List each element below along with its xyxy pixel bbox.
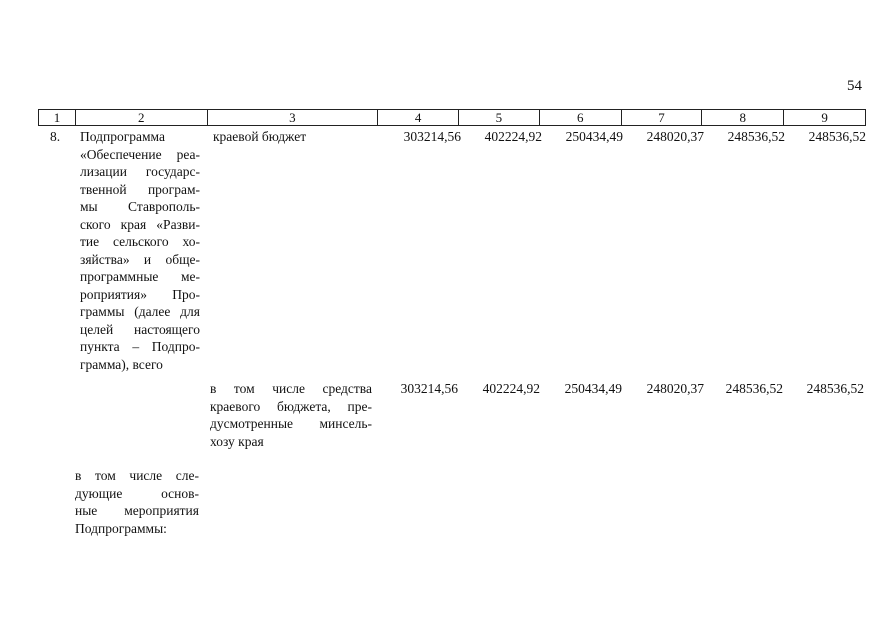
including-line: ные мероприятия <box>75 503 199 518</box>
header-col-3: 3 <box>208 110 379 125</box>
including-line: в том числе сле- <box>75 468 199 483</box>
including-line: дующие основ- <box>75 485 199 501</box>
subprogram-name-line: Подпрограмма <box>80 129 165 144</box>
funding-source-regional: краевой бюджет <box>213 129 307 144</box>
funding-source-line: дусмотренные минсель- <box>210 416 372 431</box>
subprogram-name-line: мы Ставрополь- <box>80 199 200 214</box>
subprogram-name-line: грамма), всего <box>80 356 163 372</box>
table-header-row <box>38 109 866 126</box>
value-col-4: 303214,56 <box>400 381 458 396</box>
header-col-5: 5 <box>459 110 540 125</box>
header-col-8: 8 <box>702 110 784 125</box>
value-col-4: 303214,56 <box>403 129 461 144</box>
subprogram-name-line: ского края «Разви- <box>80 216 200 232</box>
page-number: 54 <box>847 78 862 94</box>
value-col-5: 402224,92 <box>484 129 542 144</box>
value-col-9: 248536,52 <box>808 129 866 144</box>
value-col-9: 248536,52 <box>806 381 864 396</box>
subprogram-name-line: зяйства» и обще- <box>80 251 200 267</box>
row-number: 8. <box>50 129 61 144</box>
header-col-6: 6 <box>540 110 622 125</box>
value-col-6: 250434,49 <box>565 129 623 144</box>
subprogram-name-line: программные ме- <box>80 269 200 284</box>
value-col-7: 248020,37 <box>646 381 704 396</box>
header-col-9: 9 <box>821 110 828 125</box>
header-col-7: 7 <box>622 110 703 125</box>
value-col-6: 250434,49 <box>564 381 622 396</box>
value-col-5: 402224,92 <box>482 381 540 396</box>
value-col-7: 248020,37 <box>646 129 704 144</box>
funding-source-line: краевого бюджета, пре- <box>210 398 372 414</box>
header-col-2: 2 <box>76 110 208 125</box>
including-line: Подпрограммы: <box>75 520 167 536</box>
subprogram-name-line: пункта – Подпро- <box>80 339 200 354</box>
subprogram-name <box>80 128 200 373</box>
header-col-4: 4 <box>378 110 459 125</box>
value-col-8: 248536,52 <box>727 129 785 144</box>
funding-source-line: в том числе средства <box>210 381 372 396</box>
funding-source-line: хозу края <box>210 433 264 449</box>
subprogram-name-line: тие сельского хо- <box>80 234 200 249</box>
header-col-1: 1 <box>39 110 76 125</box>
value-col-8: 248536,52 <box>725 381 783 396</box>
subprogram-name-line: твенной програм- <box>80 181 200 197</box>
including-activities-label <box>75 467 199 537</box>
funding-source-ministry <box>210 380 372 450</box>
subprogram-name-line: граммы (далее для <box>80 304 200 319</box>
subprogram-name-line: «Обеспечение реа- <box>80 146 200 162</box>
subprogram-name-line: роприятия» Про- <box>80 286 200 302</box>
subprogram-name-line: лизации государс- <box>80 164 200 179</box>
subprogram-name-line: целей настоящего <box>80 321 200 337</box>
